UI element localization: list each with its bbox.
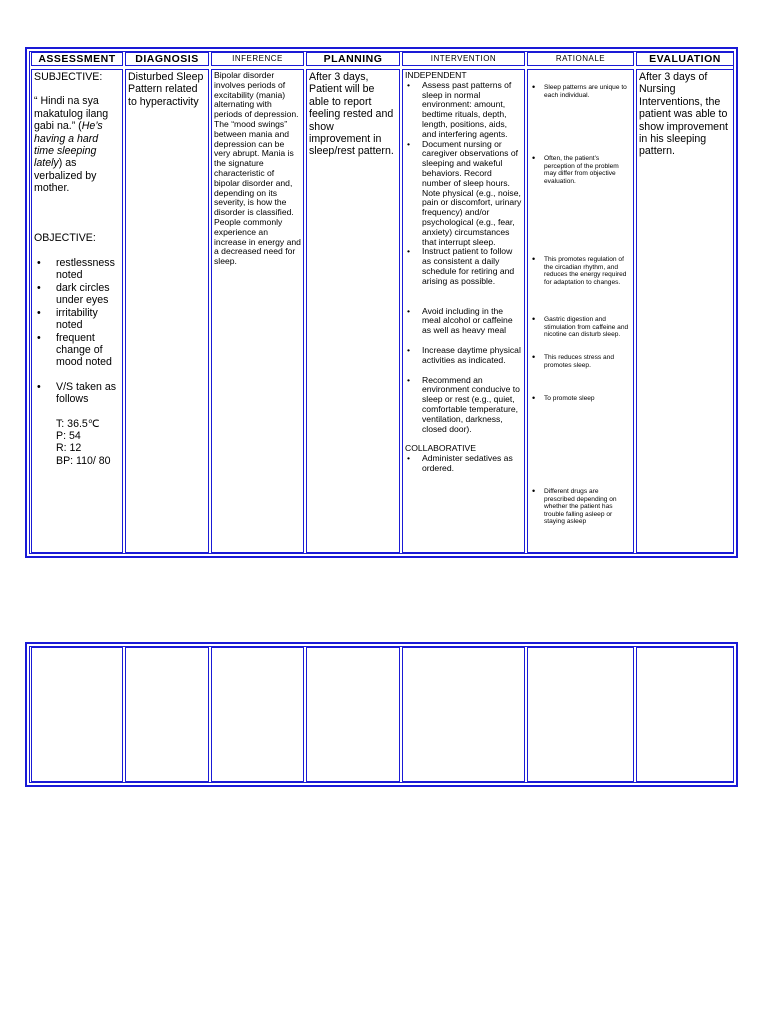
empty-cell	[402, 647, 525, 782]
list-item: • Assess past patterns of sleep in normal environment: amount, bedtime rituals, depth, length, positions, aids, and interfering agents.	[405, 81, 522, 140]
nursing-care-plan-table	[25, 47, 738, 558]
evaluation-cell	[636, 69, 734, 553]
empty-cell	[211, 647, 304, 782]
list-item: • Document nursing or caregiver observations of sleeping and wakeful behaviors. Record number of sleep hours. Note physical (e.g., noise, pain or discomfort, urinary frequency) and/or psychological (e.g., fear, anxiety) circumstances that interrupt sleep.	[405, 140, 522, 248]
evaluation-text: After 3 days of Nursing Interventions, the patient was able to show improvement in his sleeping pattern.	[639, 71, 728, 158]
collaborative-label: COLLABORATIVE	[405, 443, 476, 454]
assessment-cell	[31, 69, 123, 553]
empty-cell	[31, 647, 123, 782]
intervention-cell	[402, 69, 525, 553]
empty-cell	[125, 647, 209, 782]
empty-care-plan-table	[25, 642, 738, 787]
list-item: • irritability noted	[34, 307, 120, 332]
list-item: • Sleep patterns are unique to each individual.	[530, 84, 631, 99]
independent-list	[405, 81, 522, 435]
diagnosis-cell	[125, 69, 209, 553]
vital-bp: BP: 110/ 80	[56, 454, 111, 467]
list-item: • Different drugs are prescribed depending on whether the patient has trouble falling asleep or staying asleep	[530, 488, 631, 526]
header-inference: INFERENCE	[211, 52, 304, 66]
diagnosis-text: Disturbed Sleep Pattern related to hyperactivity	[128, 71, 204, 108]
rationale-cell	[527, 69, 634, 553]
inference-cell	[211, 69, 304, 553]
vital-resp: R: 12	[56, 442, 82, 455]
subjective-label: SUBJECTIVE:	[34, 71, 103, 83]
list-item: • This promotes regulation of the circadian rhythm, and reduces the energy required for adaptation to changes.	[530, 256, 631, 286]
list-item: • This reduces stress and promotes sleep.	[530, 354, 631, 369]
list-item: • dark circles under eyes	[34, 282, 120, 307]
objective-list	[34, 257, 120, 405]
independent-label: INDEPENDENT	[405, 70, 467, 80]
empty-cell	[306, 647, 400, 782]
empty-cell	[527, 647, 634, 782]
list-item: • V/S taken as follows	[34, 381, 120, 406]
vital-signs	[34, 418, 120, 468]
inference-text: Bipolar disorder involves periods of excitability (mania) alternating with periods of depression. The “mood swings” between mania and depression can be very abrupt. Mania is the signature characteristic of bipolar disorder and, depending on its severity, is how the disorder is classified. People commonly experience an increase in energy and a decreased need for sleep.	[214, 70, 301, 267]
list-item: • Administer sedatives as ordered.	[405, 454, 522, 474]
header-rationale: RATIONALE	[527, 52, 634, 66]
vital-temp: T: 36.5℃	[56, 417, 100, 430]
empty-cell	[636, 647, 734, 782]
list-item: • frequent change of mood noted	[34, 332, 120, 369]
list-item: • Recommend an environment conducive to sleep or rest (e.g., quiet, comfortable temperature, ventilation, darkness, closed door).	[405, 376, 522, 435]
vital-pulse: P: 54	[56, 429, 81, 442]
list-item: • Increase daytime physical activities as indicated.	[405, 346, 522, 366]
list-item: • To promote sleep	[530, 395, 631, 403]
planning-cell	[306, 69, 400, 553]
header-diagnosis: DIAGNOSIS	[125, 52, 209, 66]
planning-text: After 3 days, Patient will be able to report feeling rested and show improvement in sleep/rest pattern.	[309, 71, 394, 158]
list-item: • Avoid including in the meal alcohol or caffeine as well as heavy meal	[405, 307, 522, 336]
list-item: • Instruct patient to follow as consistent a daily schedule for retiring and arising as possible.	[405, 247, 522, 286]
list-item: • Often, the patient’s perception of the problem may differ from objective evaluation.	[530, 155, 631, 185]
collaborative-list	[405, 454, 522, 474]
header-intervention: INTERVENTION	[402, 52, 525, 66]
header-assessment: ASSESSMENT	[31, 52, 123, 66]
header-evaluation: EVALUATION	[636, 52, 734, 66]
list-item: • Gastric digestion and stimulation from caffeine and nicotine can disturb sleep.	[530, 316, 631, 339]
header-planning: PLANNING	[306, 52, 400, 66]
subjective-quote: “ Hindi na sya makatulog ilang gabi na.” (He’s having a hard time sleeping lately) as verbalized by mother.	[34, 95, 109, 195]
list-item: • restlessness noted	[34, 257, 120, 282]
objective-label: OBJECTIVE:	[34, 231, 96, 244]
